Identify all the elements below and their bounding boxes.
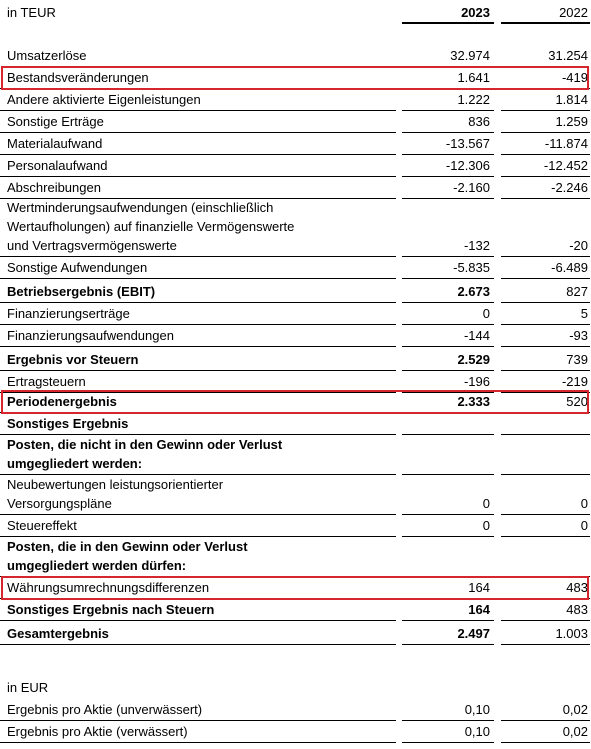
row-divider [402,644,494,645]
value-2022: 739 [566,352,588,367]
row-label-line: Versorgungspläne [7,496,112,511]
row-sonstiges-ergebnis-nach-steuern [0,599,591,621]
row-label-line: Neubewertungen leistungsorientierter [7,477,224,492]
row-label-line: Posten, die in den Gewinn oder Verlust [7,539,248,554]
row-sonstige-aufwendungen [0,257,591,279]
value-2022: 483 [566,580,588,595]
value-2022: 1.003 [555,626,588,641]
row-divider [0,644,396,645]
value-2023: 32.974 [450,48,490,63]
row-label-line: umgegliedert werden: [7,456,143,471]
row-ergebnis-pro-aktie-verwaessert [0,721,591,743]
row-label: in EUR [7,680,49,695]
value-2023: 0 [482,518,490,533]
row-label: Umsatzerlöse [7,48,87,63]
value-2022: 0,02 [562,724,588,739]
row-neubewertungen [0,475,591,515]
row-label: Sonstiges Ergebnis nach Steuern [7,602,215,617]
unit-label: in TEUR [7,5,56,20]
value-2022: -6.489 [551,260,588,275]
row-ertragsteuern [0,371,591,393]
value-2023 [402,537,494,577]
value-2023: 0 [482,306,490,321]
value-2022: -219 [561,374,588,389]
value-2022: 0 [580,518,588,533]
value-2023: 164 [468,580,490,595]
table-header-row [0,0,591,24]
row-label [7,537,248,577]
row-gesamtergebnis [0,621,591,645]
value-2023: 836 [468,114,490,129]
row-personalaufwand [0,155,591,177]
value-2023: -13.567 [445,136,490,151]
value-2023: -132 [463,238,490,253]
row-label: Steuereffekt [7,518,77,533]
row-label: Materialaufwand [7,136,103,151]
value-2023: 1.222 [457,92,490,107]
value-2022 [501,435,590,475]
row-label: Andere aktivierte Eigenleistungen [7,92,201,107]
row-sonstiges-ergebnis [0,413,591,435]
value-2023: 2.333 [457,394,490,409]
row-finanzierungsaufwendungen [0,325,591,347]
row-label-line: Wertminderungsaufwendungen (einschließlich [7,200,274,215]
row-label: Sonstige Erträge [7,114,104,129]
row-label: Periodenergebnis [7,394,117,409]
row-ergebnis-pro-aktie-unverwaessert [0,699,591,721]
value-2022: -2.246 [551,180,588,195]
row-abschreibungen [0,177,591,199]
row-label: Ertragsteuern [7,374,86,389]
row-label: Sonstiges Ergebnis [7,416,129,431]
value-2023: -5.835 [453,260,490,275]
row-divider [0,742,396,743]
value-2022: -11.874 [544,136,588,151]
row-label-line: und Vertragsvermögenswerte [7,238,177,253]
row-label: Bestandsveränderungen [7,70,149,85]
value-2022: 0 [580,496,588,511]
row-ergebnis-vor-steuern [0,347,591,371]
value-2022: 0,02 [562,702,588,717]
row-wertminderungsaufwendungen [0,199,591,257]
value-2022 [501,413,590,435]
row-bestandsveraenderungen [0,67,591,89]
value-2023: 1.641 [457,70,490,85]
row-label: Ergebnis vor Steuern [7,352,139,367]
row-umsatzerloese [0,43,591,67]
row-label: Währungsumrechnungsdifferenzen [7,580,210,595]
value-2022: 520 [566,394,588,409]
row-label: Finanzierungsaufwendungen [7,328,174,343]
row-label: Ergebnis pro Aktie (verwässert) [7,724,188,739]
value-2023: -196 [463,374,490,389]
value-2022: 1.259 [555,114,588,129]
value-2022: -20 [569,238,588,253]
value-2023: 2.673 [457,284,490,299]
value-2022: 1.814 [555,92,588,107]
row-sonstige-ertraege [0,111,591,133]
row-divider [501,742,590,743]
year-2022-header: 2022 [559,5,588,20]
value-2023: 0 [482,496,490,511]
value-2023: 2.497 [457,626,490,641]
value-2023 [402,677,494,699]
row-periodenergebnis [0,391,591,413]
value-2023: 0,10 [464,724,490,739]
value-2022: -419 [561,70,588,85]
value-2023: 2.529 [457,352,490,367]
row-posten-nicht-umgegliedert [0,435,591,475]
row-label: Gesamtergebnis [7,626,109,641]
row-label [7,199,294,257]
value-2022: -12.452 [543,158,588,173]
row-divider [501,644,590,645]
row-posten-umgegliedert [0,537,591,577]
row-label: Abschreibungen [7,180,101,195]
value-2023 [402,413,494,435]
value-2023: 164 [468,602,490,617]
row-steuereffekt [0,515,591,537]
row-label [7,475,223,515]
value-2023: -144 [463,328,490,343]
value-2022 [501,677,590,699]
value-2023: 0,10 [464,702,490,717]
value-2022: 483 [566,602,588,617]
row-label-line: Wertaufholungen) auf finanzielle Vermögenswerte [7,219,295,234]
value-2023: -2.160 [453,180,490,195]
value-2023 [402,435,494,475]
row-label: Personalaufwand [7,158,108,173]
row-betriebsergebnis [0,279,591,303]
year-2023-header: 2023 [461,5,490,20]
row-label: Betriebsergebnis (EBIT) [7,284,156,299]
row-in-eur [0,677,591,699]
value-2022: 31.254 [548,48,588,63]
row-andere-aktivierte-eigenleistungen [0,89,591,111]
row-label: Finanzierungserträge [7,306,130,321]
row-divider [402,742,494,743]
value-2023: -12.306 [445,158,490,173]
row-waehrungsumrechnungsdifferenzen [0,577,591,599]
row-finanzierungsertraege [0,303,591,325]
row-label: Sonstige Aufwendungen [7,260,148,275]
row-label-line: umgegliedert werden dürfen: [7,558,187,573]
value-2022: 827 [566,284,588,299]
row-label-line: Posten, die nicht in den Gewinn oder Verlust [7,437,283,452]
row-label: Ergebnis pro Aktie (unverwässert) [7,702,203,717]
row-label [7,435,282,475]
value-2022: -93 [569,328,588,343]
value-2022: 5 [580,306,588,321]
row-materialaufwand [0,133,591,155]
value-2022 [501,537,590,577]
